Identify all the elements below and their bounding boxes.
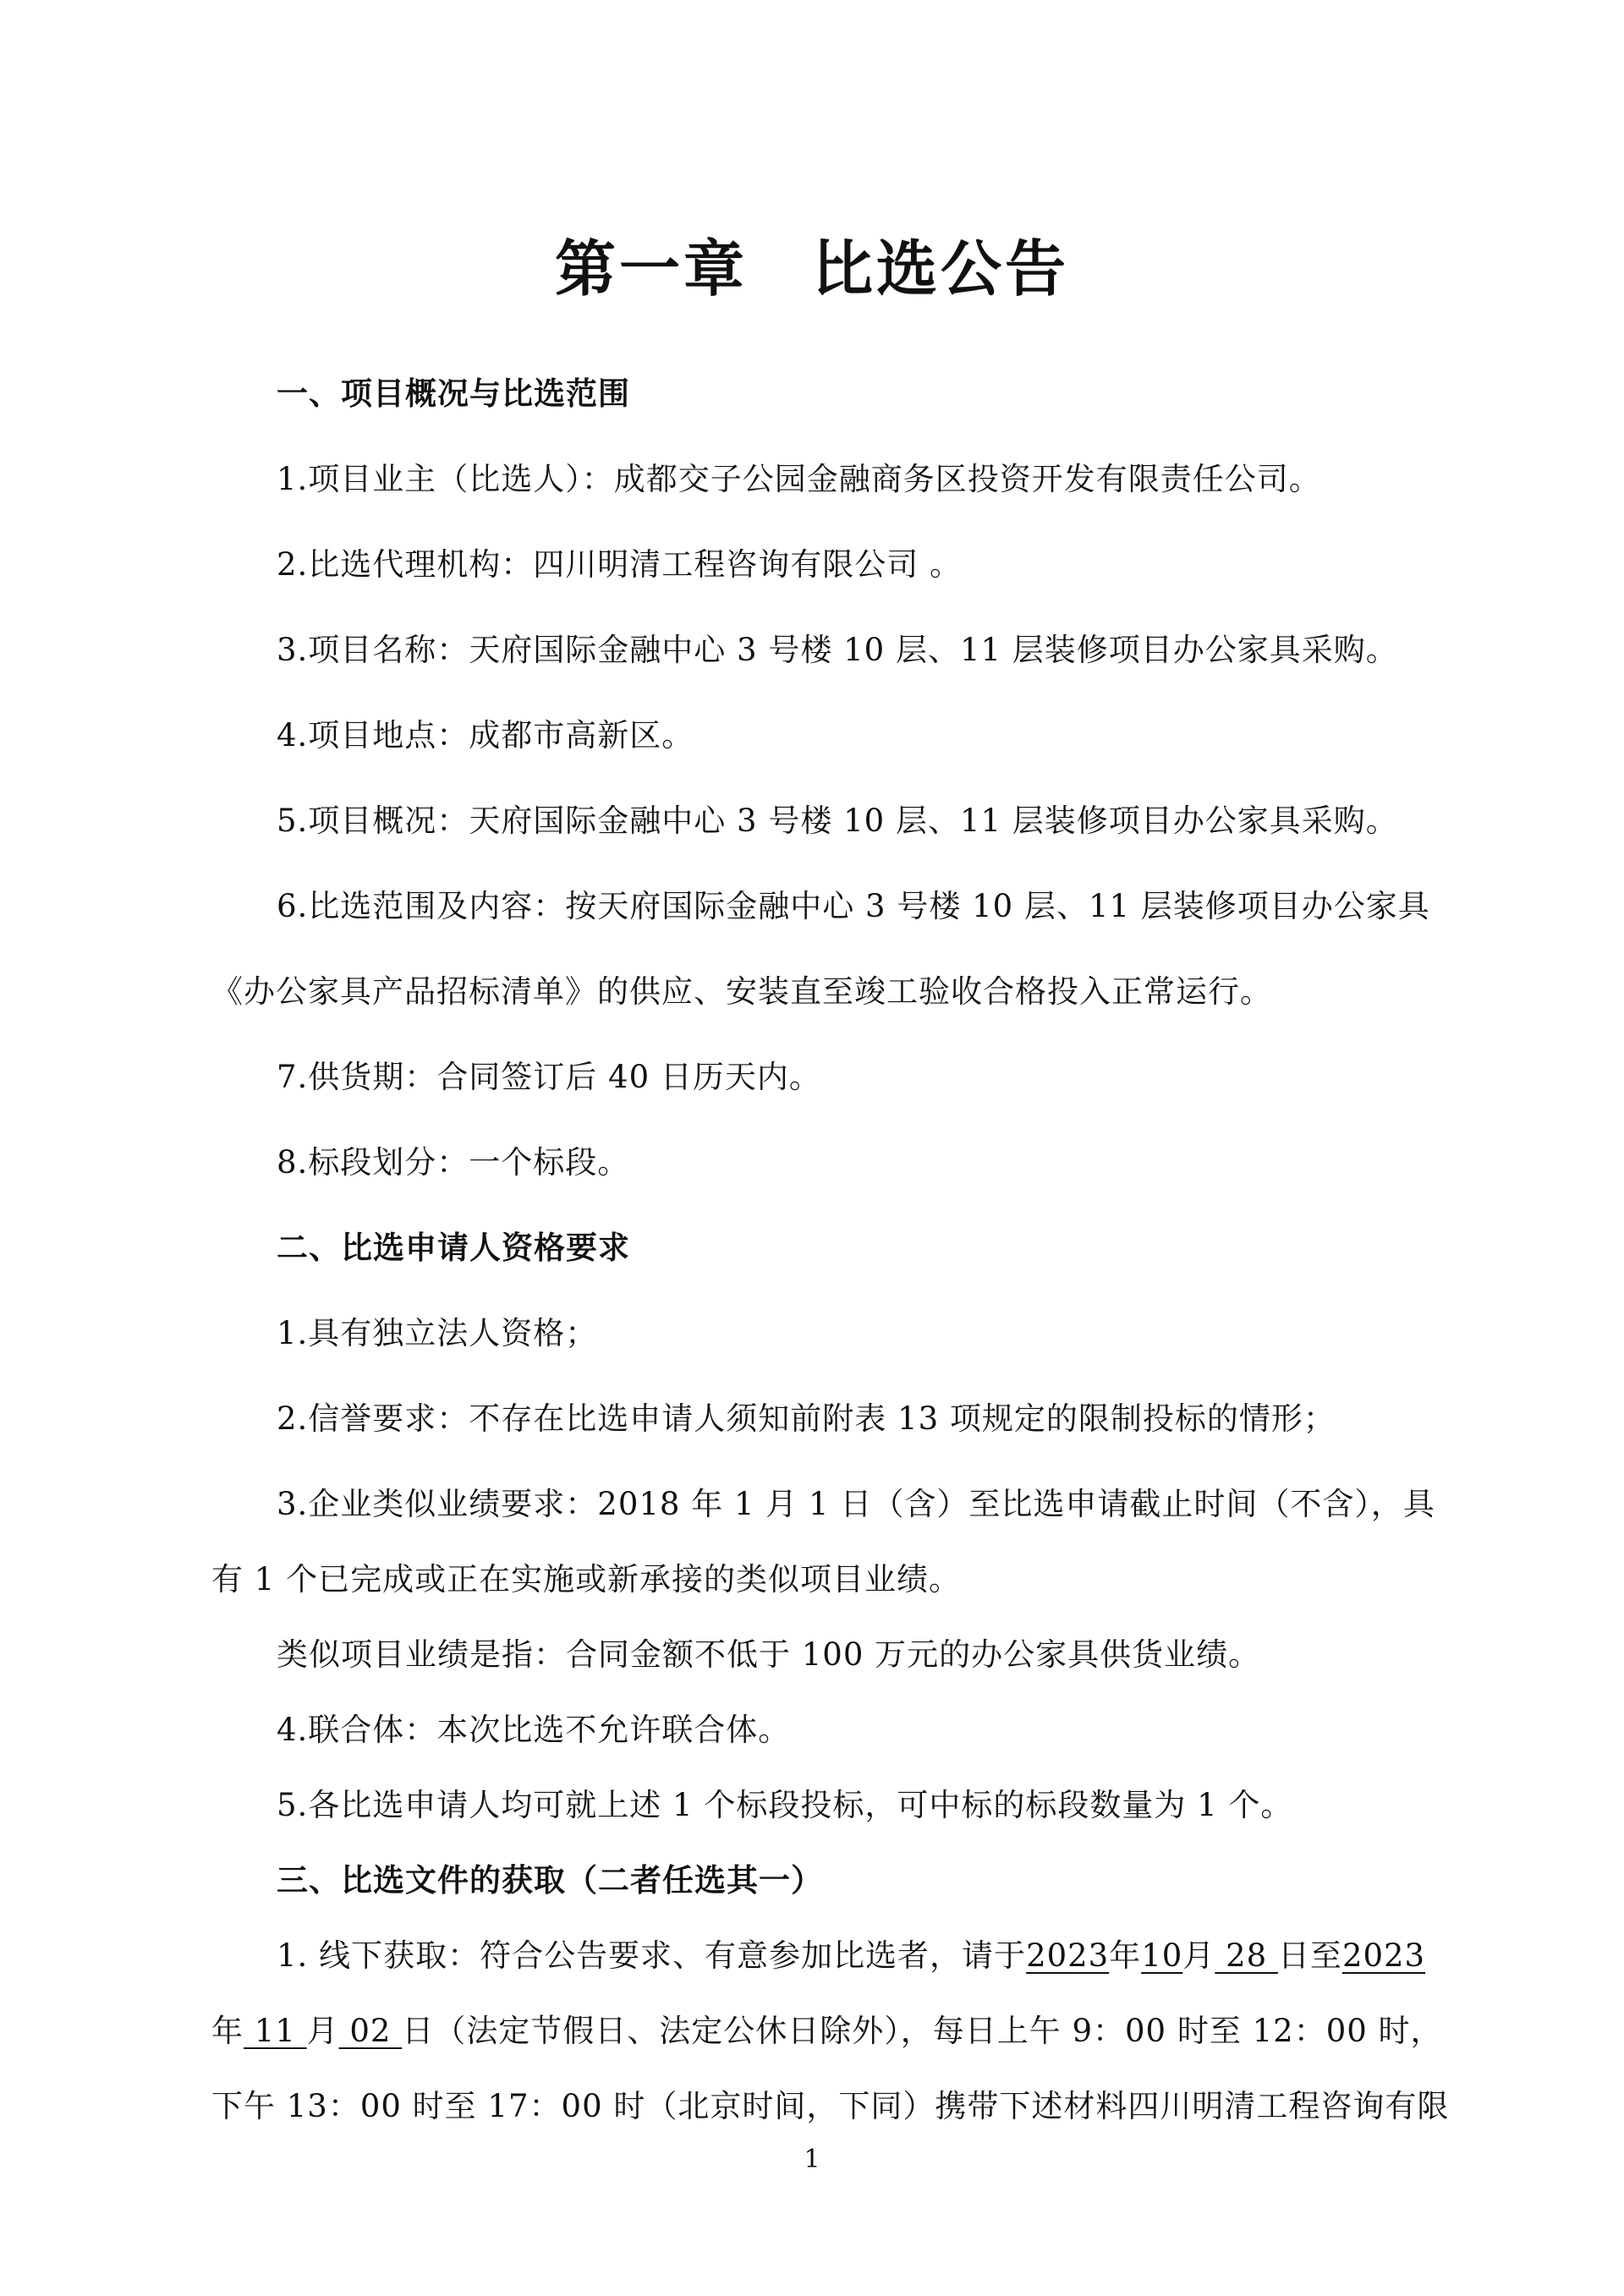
chapter-title (0, 227, 1624, 311)
section1-heading: 一、项目概况与比选范围 (277, 375, 630, 412)
section1-item8: 8.标段划分：一个标段。 (277, 1144, 630, 1181)
chapter-number: 第一章 (554, 233, 748, 304)
chapter-name: 比选公告 (812, 233, 1070, 304)
section1-item7: 7.供货期：合同签订后 40 日历天内。 (277, 1059, 821, 1095)
section3-heading: 三、比选文件的获取（二者任选其一） (277, 1862, 823, 1899)
section3-line1-text-d: 日至 (1277, 1937, 1342, 1974)
section1-item1: 1.项目业主（比选人）：成都交子公园金融商务区投资开发有限责任公司。 (277, 461, 1321, 497)
section2-item1: 1.具有独立法人资格； (277, 1315, 598, 1351)
section2-item3-line2: 有 1 个已完成或正在实施或新承接的类似项目业绩。 (211, 1561, 962, 1597)
section3-line3: 下午 13：00 时至 17：00 时（北京时间，下同）携带下述材料四川明清工程咨询有限 (211, 2088, 1450, 2124)
section3-line2-text-a: 年 (211, 2013, 244, 2049)
section2-item3-line3: 类似项目业绩是指：合同金额不低于 100 万元的办公家具供货业绩。 (277, 1636, 1261, 1673)
section2-item5: 5.各比选申请人均可就上述 1 个标段投标，可中标的标段数量为 1 个。 (277, 1787, 1293, 1823)
section1-item6-line2: 《办公家具产品招标清单》的供应、安装直至竣工验收合格投入正常运行。 (211, 973, 1272, 1010)
end-month: 11 (244, 2013, 307, 2049)
section3-line1-text-b: 年 (1109, 1937, 1142, 1974)
start-month: 10 (1141, 1937, 1183, 1974)
section1-item3: 3.项目名称：天府国际金融中心 3 号楼 10 层、11 层装修项目办公家具采购。 (277, 632, 1398, 668)
section2-heading: 二、比选申请人资格要求 (277, 1230, 630, 1266)
section3-line2 (211, 2008, 1624, 2055)
page-number: 1 (804, 2145, 820, 2174)
section1-item5: 5.项目概况：天府国际金融中心 3 号楼 10 层、11 层装修项目办公家具采购。 (277, 803, 1398, 839)
section3-line1-text-c: 月 (1182, 1937, 1215, 1974)
section3-line1-text-a: 1. 线下获取：符合公告要求、有意参加比选者，请于 (277, 1937, 1027, 1974)
start-year: 2023 (1026, 1937, 1110, 1974)
end-year: 2023 (1341, 1937, 1426, 1974)
section1-item4: 4.项目地点：成都市高新区。 (277, 717, 694, 753)
end-day: 02 (338, 2013, 403, 2049)
section1-item2: 2.比选代理机构：四川明清工程咨询有限公司 。 (277, 546, 963, 583)
section1-item6-line1: 6.比选范围及内容：按天府国际金融中心 3 号楼 10 层、11 层装修项目办公家具 (277, 888, 1430, 924)
start-day: 28 (1215, 1937, 1278, 1974)
section2-item4: 4.联合体：本次比选不允许联合体。 (277, 1712, 791, 1748)
section3-line1 (277, 1932, 1624, 1980)
section2-item2: 2.信誉要求：不存在比选申请人须知前附表 13 项规定的限制投标的情形； (277, 1400, 1336, 1437)
section3-line2-text-c: 日（法定节假日、法定公休日除外），每日上午 9：00 时至 12：00 时， (402, 2013, 1443, 2049)
section3-line2-text-b: 月 (306, 2013, 339, 2049)
section2-item3-line1: 3.企业类似业绩要求：2018 年 1 月 1 日（含）至比选申请截止时间（不含），具 (277, 1486, 1435, 1522)
